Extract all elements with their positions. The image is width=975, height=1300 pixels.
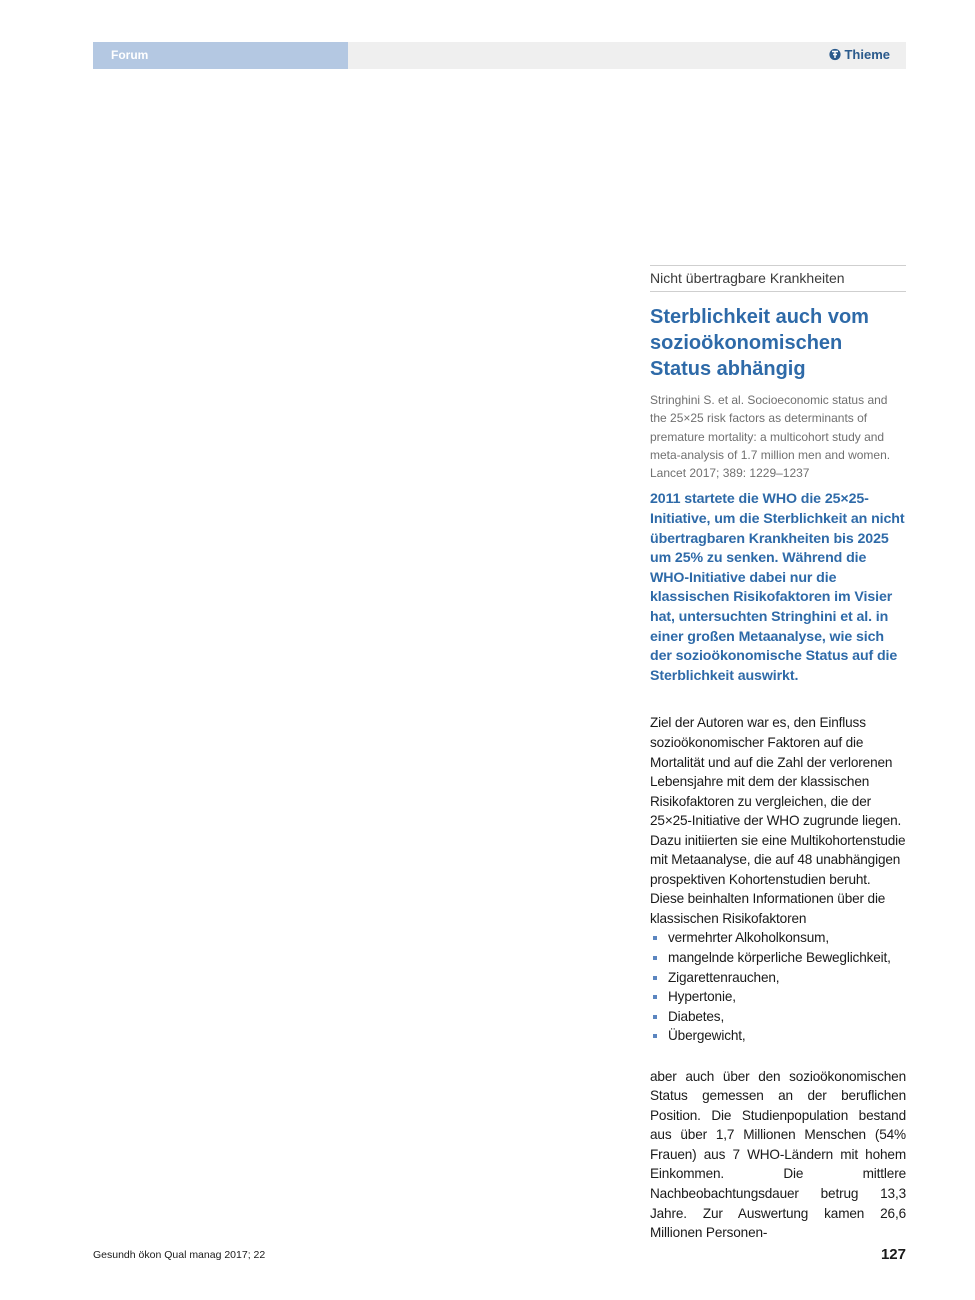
article-rubric: Nicht übertragbare Krankheiten (650, 265, 906, 292)
body-paragraph-1: Ziel der Autoren war es, den Einfluss sozioökonomischer Faktoren auf die Mortalität und auf die Zahl der verlorenen Lebensjahre mit dem der klassischen Risikofaktoren zu vergleichen, die der 25×25-Initiative der WHO zugrunde liegen. Dazu initiierten sie eine Multikohortenstudie mit Metaanalyse, die auf 48 unabhängigen prospektiven Kohortenstudien beruht. Diese beinhalten Informationen über die klassischen Risikofaktoren (650, 715, 906, 926)
thieme-logo-icon (829, 48, 841, 61)
article-title: Sterblichkeit auch vom sozioökonomischen Status abhängig (650, 306, 869, 380)
list-item (650, 968, 906, 988)
bullet-icon (653, 1015, 657, 1019)
risk-factor-list (650, 928, 906, 1045)
running-header (93, 42, 906, 69)
bullet-icon (653, 995, 657, 999)
list-item-text: vermehrter Alkoholkonsum, (668, 930, 829, 946)
bullet-icon (653, 956, 657, 960)
list-item-text: Übergewicht, (668, 1028, 746, 1044)
list-item (650, 1007, 906, 1027)
section-tab (93, 42, 348, 69)
bullet-icon (653, 936, 657, 940)
bullet-icon (653, 1034, 657, 1038)
page-number: 127 (880, 1246, 906, 1263)
list-item (650, 948, 906, 968)
list-item-text: mangelnde körperliche Beweglichkeit, (668, 949, 891, 965)
section-label: Forum (111, 48, 149, 62)
publisher-logo (829, 47, 890, 62)
journal-reference: Gesundh ökon Qual manag 2017; 22 (93, 1249, 266, 1261)
article-lead: 2011 startete die WHO die 25×25-Initiative, um die Sterblichkeit an nicht übertragbaren Krankheiten bis 2025 um 25% zu senken. Während die WHO-Initiative dabei nur die klassischen Risikofaktoren im Visier hat, untersuchten Stringhini et al. in einer großen Metaanalyse, wie sich der sozioökonomische Status auf die Sterblichkeit auswirkt. (650, 491, 905, 684)
list-item (650, 1026, 906, 1046)
list-item (650, 987, 906, 1007)
bullet-icon (653, 976, 657, 980)
list-item (650, 928, 906, 948)
list-item-text: Hypertonie, (668, 989, 736, 1005)
publisher-name: Thieme (844, 47, 890, 62)
article-column (650, 265, 906, 1243)
list-item-text: Diabetes, (668, 1008, 725, 1024)
article-citation: Stringhini S. et al. Socioeconomic status and the 25×25 risk factors as determinants of premature mortality: a multicohort study and meta-analysis of 1.7 million men and women. Lancet 2017; 389: 1229–1237 (650, 393, 891, 481)
list-item-text: Zigarettenrauchen, (668, 969, 780, 985)
body-paragraph-2: aber auch über den sozioökonomischen Status gemessen an der beruflichen Position. Die Studienpopulation bestand aus über 1,7 Millionen Menschen (54% Frauen) aus 7 WHO-Ländern mit hohem Einkommen. Die mittlere Nachbeobachtungsdauer betrug 13,3 Jahre. Zur Auswertung kamen 26,6 Millionen Personen- (650, 1068, 906, 1241)
